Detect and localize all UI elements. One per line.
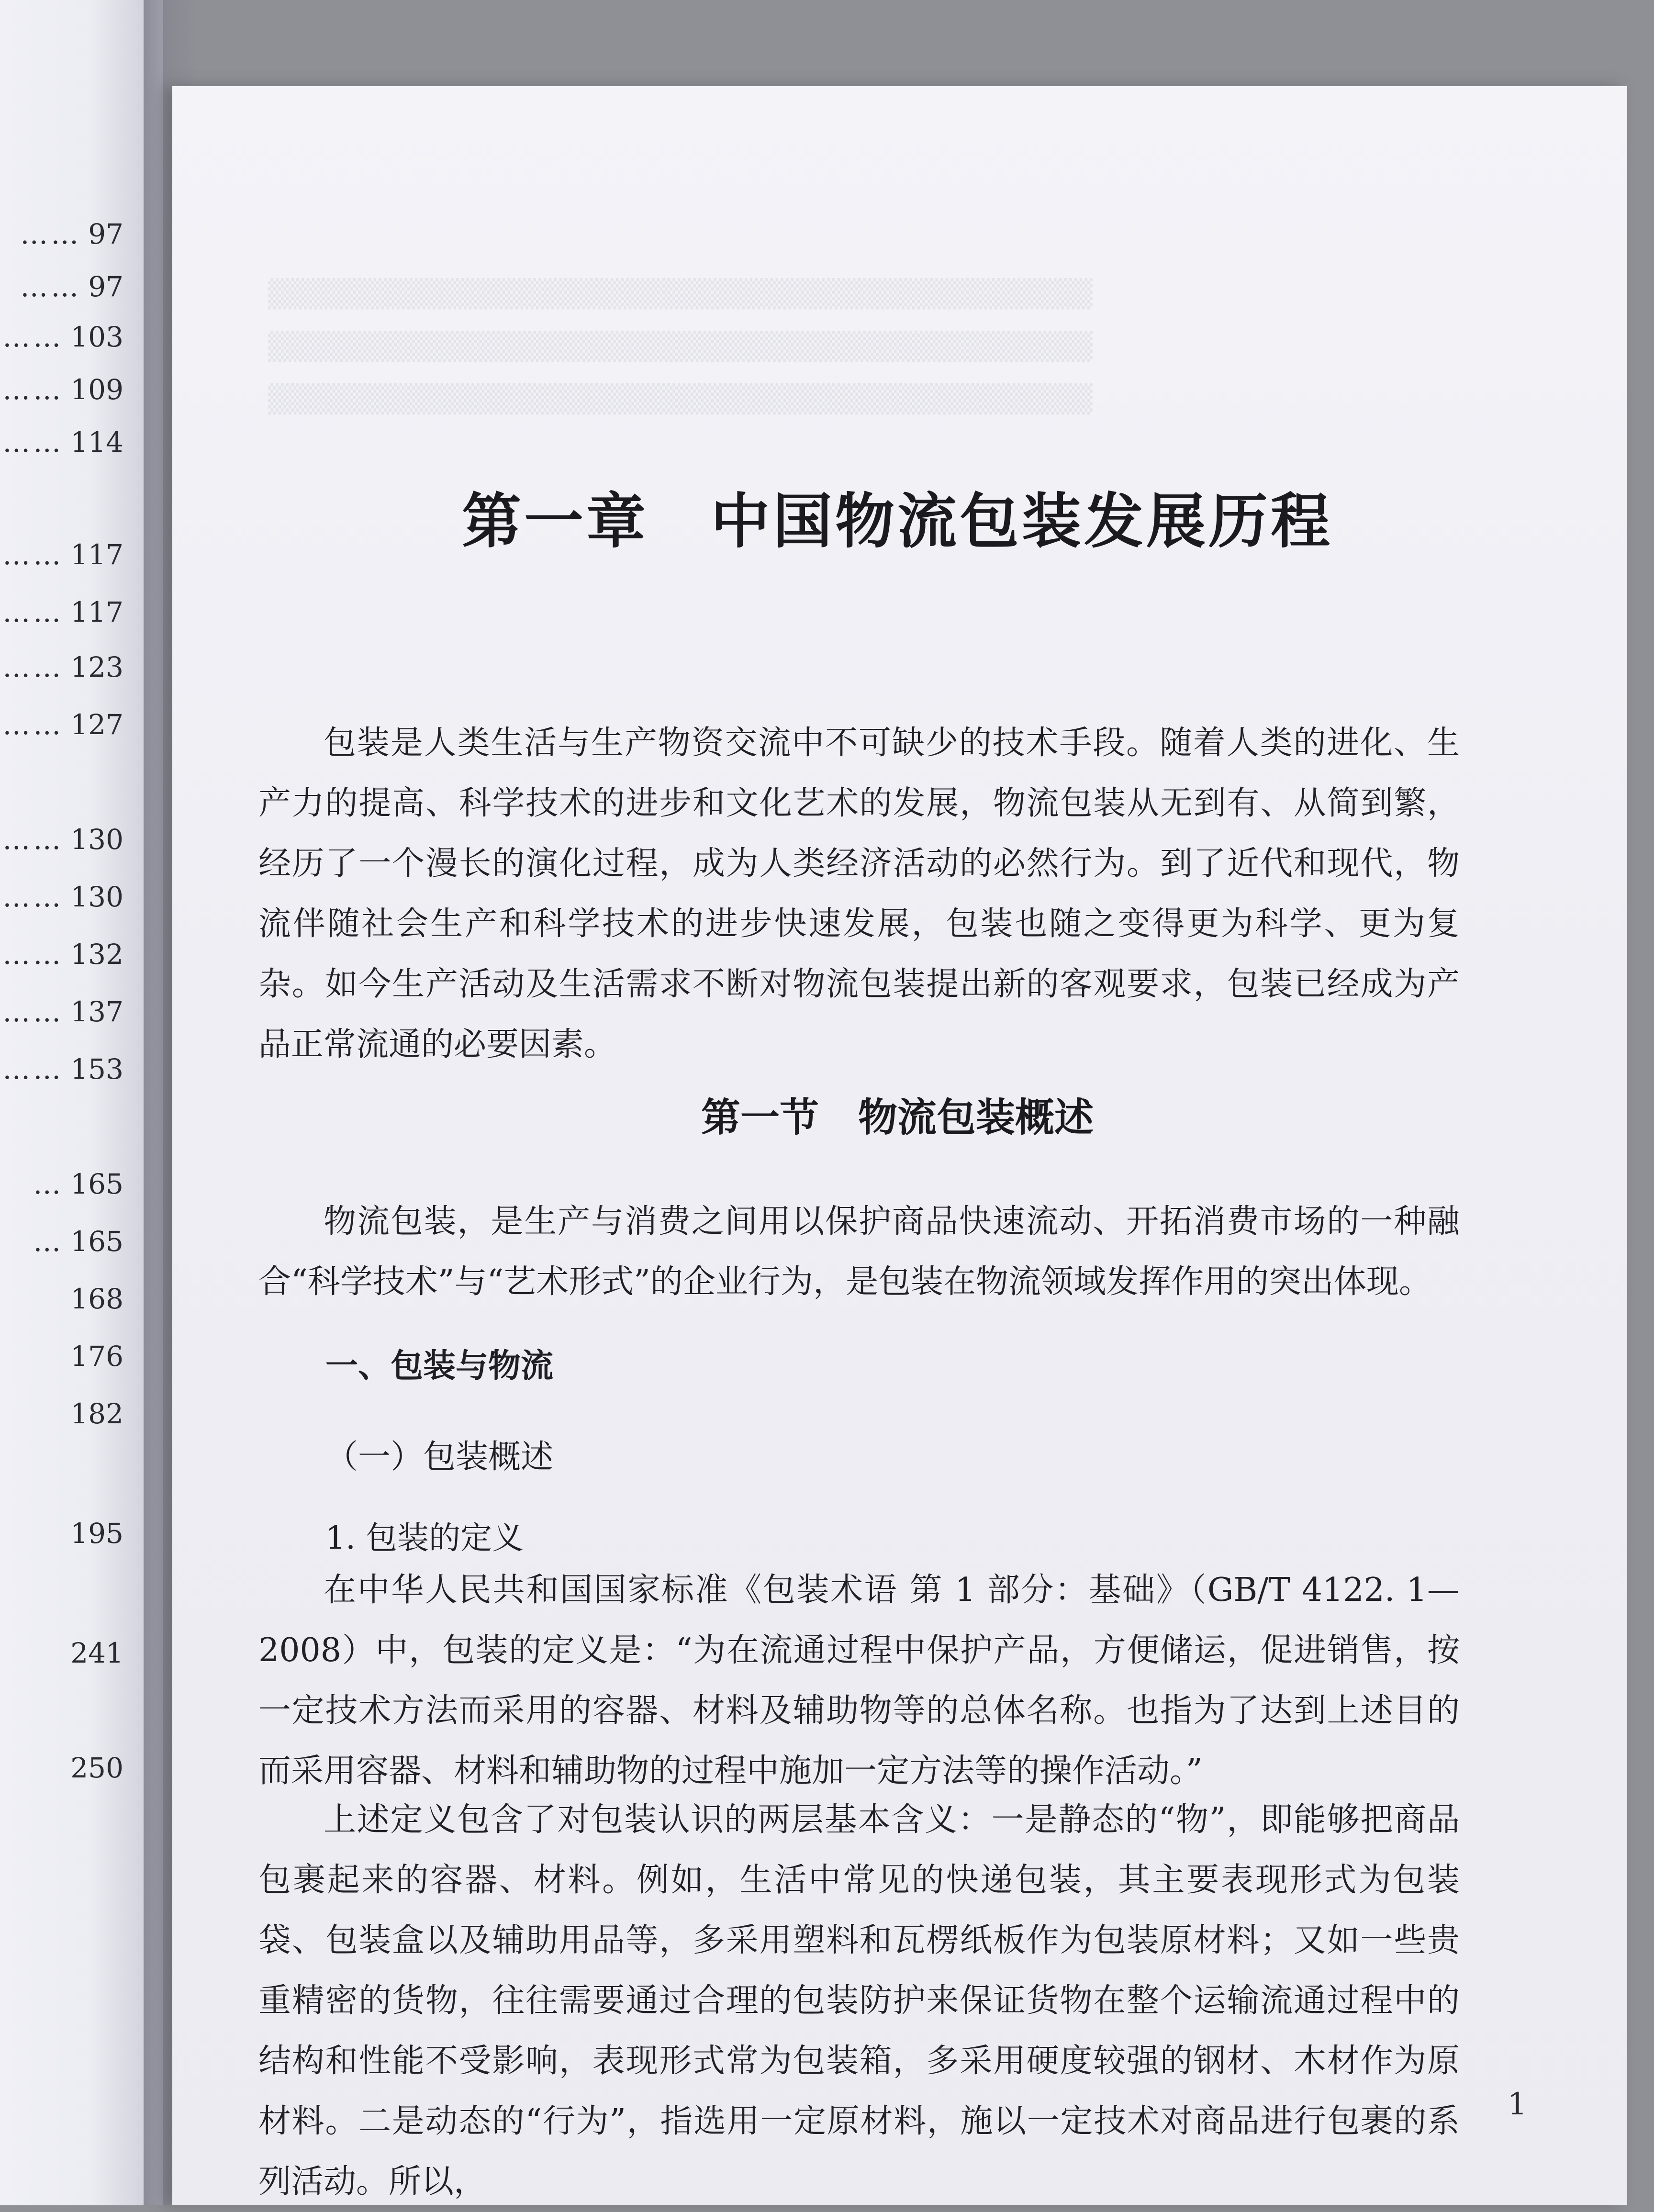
toc-entry: …… 97 [0,270,163,303]
toc-page-number: 114 [70,426,123,458]
toc-entry [0,1517,163,1550]
toc-page-number: 97 [88,218,123,250]
toc-page-number: 132 [70,938,123,971]
page-content [258,86,1627,2205]
toc-entry: …… 117 [0,538,163,571]
heading-packaging-and-logistics: 一、包装与物流 [325,1347,554,1385]
toc-page-number: 123 [70,651,123,683]
toc-entry: …… 97 [0,218,163,250]
toc-page-number: 195 [70,1517,123,1550]
main-page [172,86,1627,2205]
toc-entry: …… 117 [0,596,163,628]
toc-entry: … 165 [0,1168,163,1200]
toc-page-number: 97 [88,270,123,303]
toc-page-number: 103 [70,321,123,353]
section-intro-paragraph: 物流包装，是生产与消费之间用以保护商品快速流动、开拓消费市场的一种融合“科学技术”与“艺术形式”的企业行为，是包装在物流领域发挥作用的突出体现。 [258,1203,1460,1301]
toc-entry [0,1283,163,1315]
toc-page-number: 153 [70,1053,123,1085]
toc-page-number: 241 [70,1637,123,1669]
toc-page-number: 165 [70,1225,123,1258]
toc-entry: …… 130 [0,881,163,913]
show-through-text: ▒▒▒▒▒▒▒▒▒▒▒▒▒▒▒▒▒▒▒▒▒▒▒▒▒▒▒▒▒▒▒▒▒▒▒▒▒▒▒▒ [268,279,1093,310]
toc-entry [0,1397,163,1430]
section-title: 第一节 物流包装概述 [701,1095,1094,1140]
left-page [0,0,163,2205]
toc-page-number: 109 [70,373,123,406]
toc-entry: …… 127 [0,708,163,741]
toc-entry: …… 114 [0,426,163,458]
toc-page-number: 117 [70,596,123,628]
toc-page-number: 117 [70,538,123,571]
toc-page-number: 182 [70,1397,123,1430]
heading-packaging-definition: 1. 包装的定义 [325,1519,524,1556]
show-through-text: ▒▒▒▒▒▒▒▒▒▒▒▒▒▒▒▒▒▒▒▒▒▒▒▒▒▒▒▒▒▒▒▒▒▒▒▒▒▒▒▒ [268,384,1093,415]
definition-paragraph: 在中华人民共和国国家标准《包装术语 第 1 部分：基础》（GB/T 4122. 1—2008）中，包装的定义是：“为在流通过程中保护产品，方便储运，促进销售，按一定技术方法而采用的容器、材料及辅助物等的总体名称。也指为了达到上述目的而采用容器、材料和辅助物的过程中施加一定方法等的操作活动。” [258,1571,1460,1790]
toc-entry: …… 132 [0,938,163,971]
toc-entry: …… 103 [0,321,163,353]
toc-entry: … 165 [0,1225,163,1258]
toc-entry: …… 109 [0,373,163,406]
toc-entry [0,1637,163,1669]
heading-packaging-overview: （一）包装概述 [325,1438,554,1476]
toc-entry: …… 153 [0,1053,163,1085]
toc-entry: …… 137 [0,995,163,1028]
intro-paragraph: 包装是人类生活与生产物资交流中不可缺少的技术手段。随着人类的进化、生产力的提高、科学技术的进步和文化艺术的发展，物流包装从无到有、从简到繁，经历了一个漫长的演化过程，成为人类经济活动的必然行为。到了近代和现代，物流伴随社会生产和科学技术的进步快速发展，包装也随之变得更为科学、更为复杂。如今生产活动及生活需求不断对物流包装提出新的客观要求，包装已经成为产品正常流通的必要因素。 [258,724,1460,1063]
toc-entry [0,1752,163,1784]
toc-page-number: 168 [70,1283,123,1315]
toc-page-number: 176 [70,1340,123,1373]
show-through-text: ▒▒▒▒▒▒▒▒▒▒▒▒▒▒▒▒▒▒▒▒▒▒▒▒▒▒▒▒▒▒▒▒▒▒▒▒▒▒▒▒ [268,331,1093,362]
chapter-title: 第一章 中国物流包装发展历程 [461,487,1333,556]
toc-entry [0,1340,163,1373]
toc-entry: …… 123 [0,651,163,683]
toc-page-number: 130 [70,823,123,856]
page-number: 1 [1508,2087,1527,2122]
toc-page-number: 127 [70,708,123,741]
toc-page-number: 250 [70,1752,123,1784]
toc-page-number: 137 [70,995,123,1028]
toc-entry: …… 130 [0,823,163,856]
meaning-paragraph: 上述定义包含了对包装认识的两层基本含义：一是静态的“物”，即能够把商品包裹起来的容器、材料。例如，生活中常见的快递包装，其主要表现形式为包装袋、包装盒以及辅助用品等，多采用塑料和瓦楞纸板作为包装原材料；又如一些贵重精密的货物，往往需要通过合理的包装防护来保证货物在整个运输流通过程中的结构和性能不受影响，表现形式常为包装箱，多采用硬度较强的钢材、木材作为原材料。二是动态的“行为”，指选用一定原材料，施以一定技术对商品进行包裹的系列活动。所以， [258,1801,1460,2201]
toc-page-number: 165 [70,1168,123,1200]
toc-page-number: 130 [70,881,123,913]
